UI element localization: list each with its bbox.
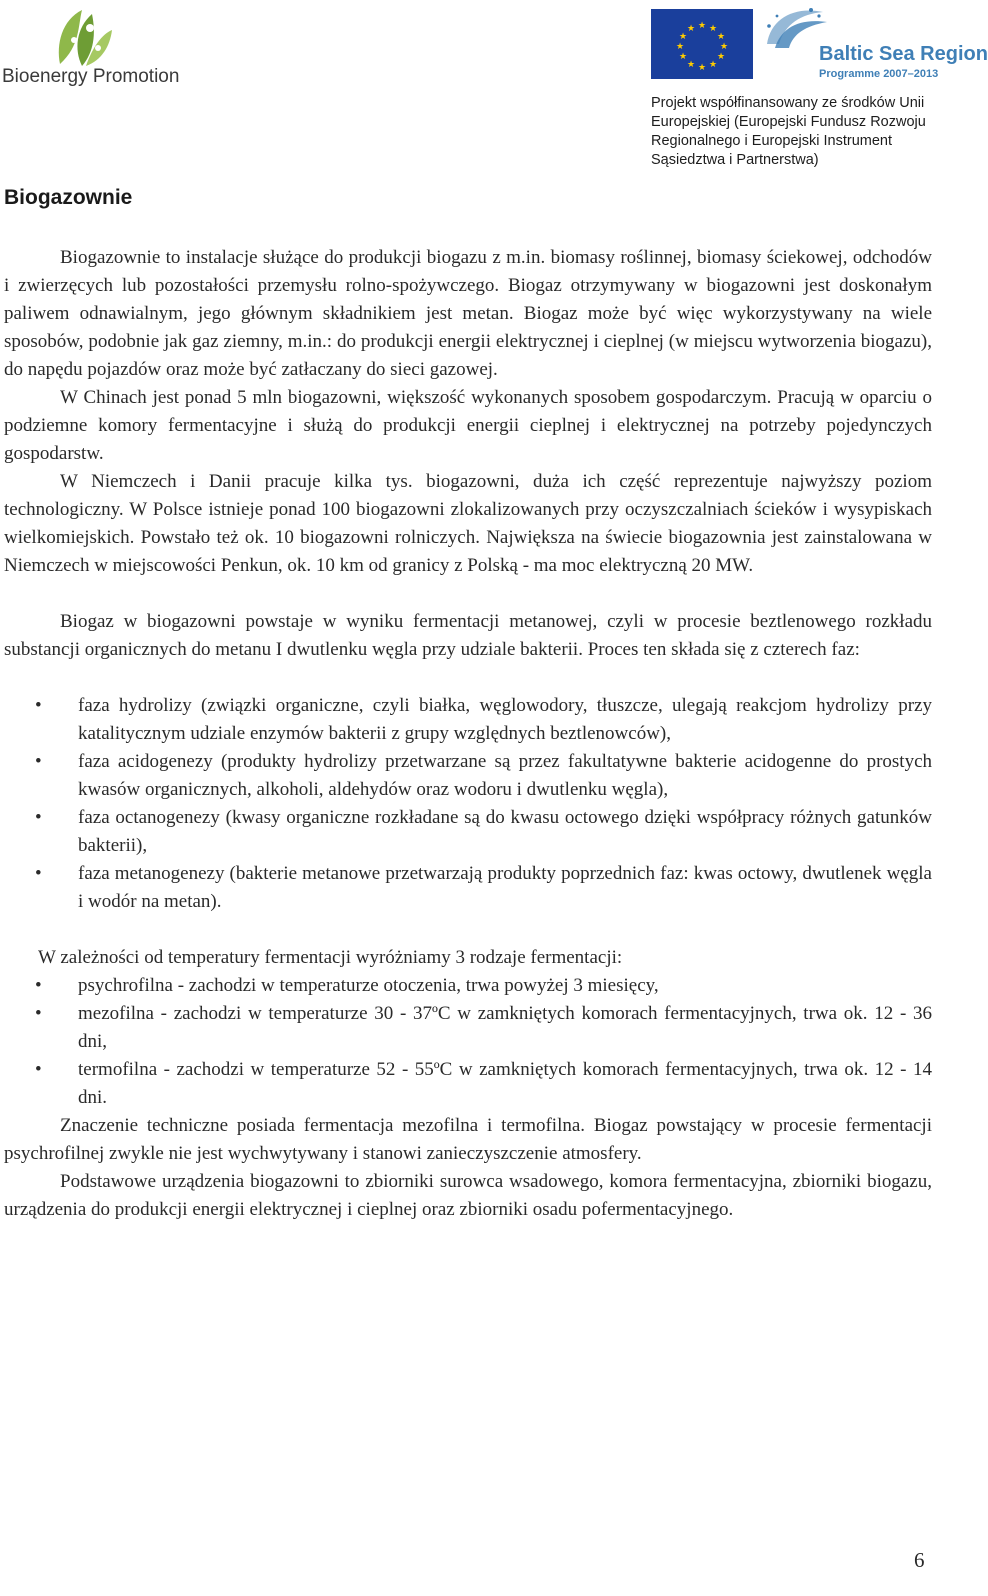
- svg-text:★: ★: [708, 60, 718, 70]
- paragraph: Biogaz w biogazowni powstaje w wyniku fermentacji metanowej, czyli w procesie beztlenowego rozkładu substancji organicznych do metanu I dwutlenku węgla przy udziale bakterii. Proces ten składa się z czterech faz:: [4, 611, 932, 660]
- bullet-icon: •: [35, 863, 42, 884]
- leaf-logo-icon: [52, 6, 114, 70]
- list-item: [4, 1056, 932, 1112]
- list-item: [4, 972, 932, 1000]
- list-item-text: faza hydrolizy (związki organiczne, czyli białka, węglowodory, tłuszcze, ulegają reakcjom hydrolizy przy katalitycznym udziale enzymów bakterii z grupy względnych beztlenowców),: [78, 695, 932, 744]
- document-title: Biogazownie: [4, 186, 133, 209]
- svg-text:★: ★: [708, 24, 718, 34]
- paragraph: Podstawowe urządzenia biogazowni to zbiorniki surowca wsadowego, komora fermentacyjna, zbiorniki biogazu, urządzenia do produkcji energii elektrycznej i cieplnej oraz zbiorniki osadu pofermentacyjnego.: [4, 1171, 932, 1220]
- svg-text:★: ★: [719, 42, 729, 52]
- bullet-icon: •: [35, 1059, 42, 1080]
- bullet-icon: •: [35, 1003, 42, 1024]
- list-item-text: mezofilna - zachodzi w temperaturze 30 - 37ºC w zamkniętych komorach fermentacyjnych, trwa ok. 12 - 36 dni,: [78, 1003, 932, 1052]
- list-item: [4, 804, 932, 860]
- list-item: [4, 748, 932, 804]
- bioenergy-promotion-logo: [2, 4, 182, 88]
- bullet-icon: •: [35, 807, 42, 828]
- svg-text:★: ★: [716, 52, 726, 62]
- paragraph: W Niemczech i Danii pracuje kilka tys. biogazowni, duża ich część reprezentuje najwyższy poziom technologiczny. W Polsce istnieje ponad 100 biogazowni zlokalizowanych przy oczyszczalniach ścieków i wysypiskach wielkomiejskich. Powstało też ok. 10 biogazowni rolniczych. Największa na świecie biogazownia jest zainstalowana w Niemczech w miejscowości Penkun, ok. 10 km od granicy z Polską - ma moc elektryczną 20 MW.: [4, 471, 932, 576]
- baltic-logo-subtitle: Programme 2007–2013: [819, 68, 939, 80]
- bullet-icon: •: [35, 975, 42, 996]
- baltic-sea-region-logo: [759, 4, 988, 84]
- svg-text:★: ★: [697, 63, 707, 73]
- funding-statement: [651, 94, 956, 170]
- phases-list: [4, 692, 932, 916]
- list-item: [4, 1000, 932, 1056]
- svg-text:★: ★: [716, 32, 726, 42]
- document-body: [4, 244, 932, 1224]
- svg-text:★: ★: [678, 52, 688, 62]
- bullet-icon: •: [35, 751, 42, 772]
- list-item-text: faza metanogenezy (bakterie metanowe przetwarzają produkty poprzednich faz: kwas octowy, dwutlenek węgla i wodór na metan).: [78, 863, 932, 912]
- funding-line: Europejskiej (Europejski Fundusz Rozwoju: [651, 114, 926, 130]
- funding-line: Regionalnego i Europejski Instrument: [651, 133, 892, 149]
- list-item-text: faza acidogenezy (produkty hydrolizy przetwarzane są przez fakultatywne bakterie acidogenne do prostych kwasów organicznych, alkoholi, aldehydów oraz wodoru i dwutlenku węgla),: [78, 751, 932, 800]
- list-item: [4, 692, 932, 748]
- funding-line: Sąsiedztwa i Partnerstwa): [651, 152, 819, 168]
- eu-flag-icon: [651, 9, 753, 79]
- bullet-icon: •: [35, 695, 42, 716]
- svg-text:★: ★: [697, 21, 707, 31]
- svg-text:★: ★: [678, 32, 688, 42]
- fermentation-list: [4, 972, 932, 1112]
- list-item-text: faza octanogenezy (kwasy organiczne rozkładane są do kwasu octowego dzięki współpracy różnych gatunków bakterii),: [78, 807, 932, 856]
- baltic-logo-title: Baltic Sea Region: [819, 43, 988, 65]
- svg-text:★: ★: [675, 42, 685, 52]
- list-item-text: termofilna - zachodzi w temperaturze 52 - 55ºC w zamkniętych komorach fermentacyjnych, trwa ok. 12 - 14 dni.: [78, 1059, 932, 1108]
- logo-text: Bioenergy Promotion: [2, 66, 180, 87]
- paragraph: Biogazownie to instalacje służące do produkcji biogazu z m.in. biomasy roślinnej, biomasy ściekowej, odchodów i zwierzęcych lub pozostałości przemysłu rolno-spożywczego. Biogaz otrzymywany w biogazowni jest doskonałym paliwem odnawialnym, jego głównym składnikiem jest metan. Biogaz może być więc wykorzystywany na wiele sposobów, podobnie jak gaz ziemny, m.in.: do produkcji energii elektrycznej i cieplnej (w miejscu wytworzenia biogazu), do napędu pojazdów oraz może być zatłaczany do sieci gazowej.: [4, 247, 932, 380]
- paragraph: W zależności od temperatury fermentacji wyróżniamy 3 rodzaje fermentacji:: [38, 947, 623, 968]
- svg-text:★: ★: [686, 60, 696, 70]
- page-number: 6: [914, 1548, 925, 1572]
- svg-text:★: ★: [686, 24, 696, 34]
- paragraph: W Chinach jest ponad 5 mln biogazowni, większość wykonanych sposobem gospodarczym. Pracują w oparciu o podziemne komory fermentacyjne i służą do produkcji energii cieplnej i elektrycznej na potrzeby pojedynczych gospodarstw.: [4, 387, 932, 464]
- paragraph: Znaczenie techniczne posiada fermentacja mezofilna i termofilna. Biogaz powstający w procesie fermentacji psychrofilnej zwykle nie jest wychwytywany i stanowi zanieczyszczenie atmosfery.: [4, 1115, 932, 1164]
- funding-line: Projekt współfinansowany ze środków Unii: [651, 95, 925, 111]
- list-item-text: psychrofilna - zachodzi w temperaturze otoczenia, trwa powyżej 3 miesięcy,: [78, 975, 659, 996]
- list-item: [4, 860, 932, 916]
